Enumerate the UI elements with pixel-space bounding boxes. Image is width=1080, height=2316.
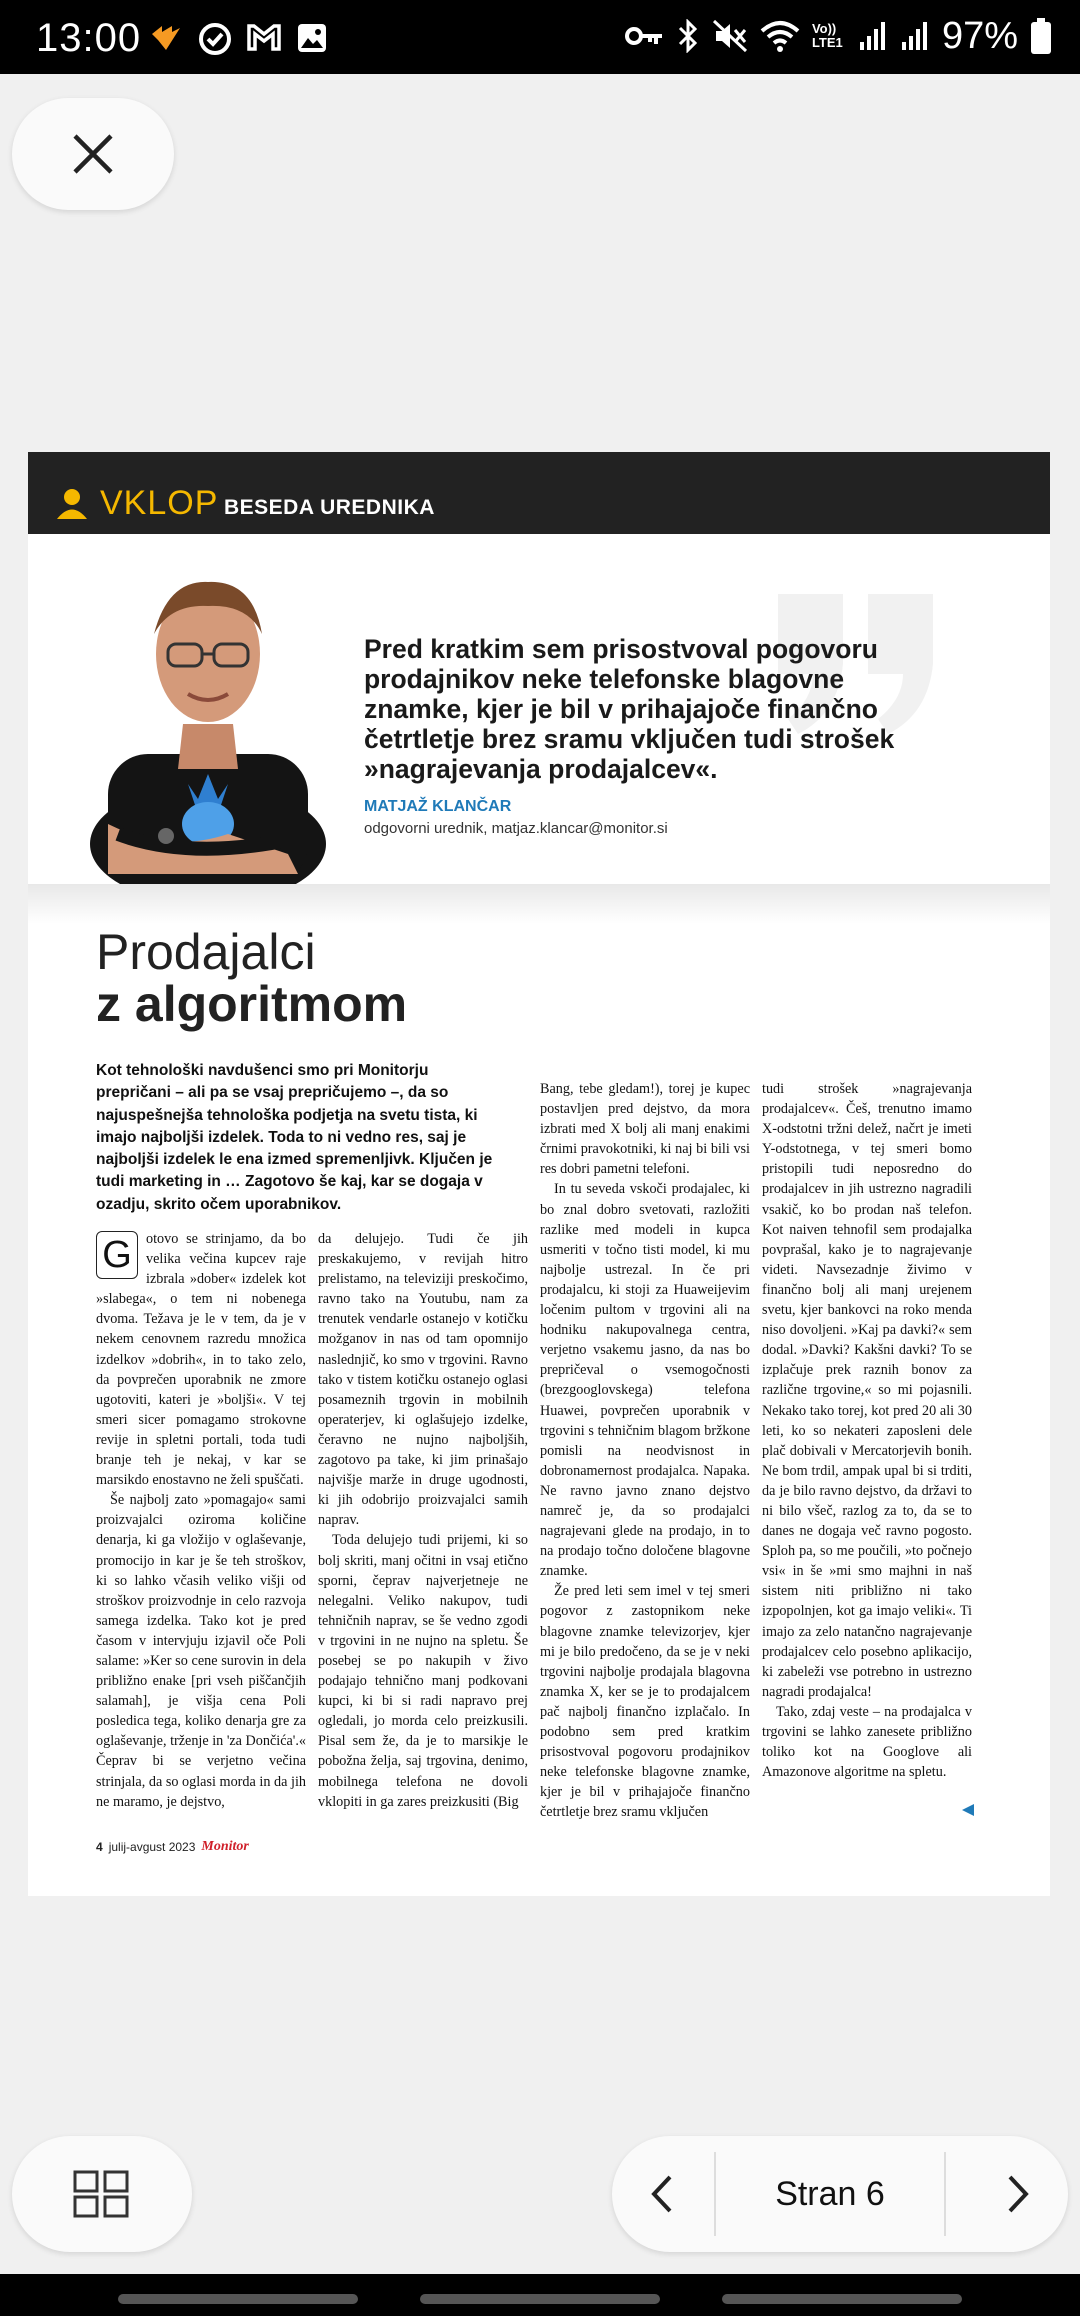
heart-app-icon xyxy=(148,22,184,54)
mute-icon xyxy=(712,19,748,53)
page-navigator xyxy=(612,2136,1068,2252)
section-header xyxy=(28,452,1050,534)
article-title-line2: z algoritmom xyxy=(96,976,408,1032)
paragraph: otovo se strinjamo, da bo velika večina kupcev raje izbrala »dober« izdelek kot »slabega«, o tem ni nobenega dvoma. Težava je le v tem, da je v nekem cenovnem razredu množica izdelkov »dobrih«, in to tako zelo, da povprečen uporabnik ne zmore ugotoviti, kateri je »boljši«. V tej smeri sicer pomagamo strokovne revije in spletni portali, toda tudi branje teh je nekaj, v kar se marsikdo enostavno ne želi spuščati. xyxy=(96,1231,306,1489)
article-column-3 xyxy=(540,1079,750,1822)
article-lead: Kot tehnološki navdušenci smo pri Monitorju prepričani – ali pa se vsaj prepričujemo –, da so najuspešnejša tehnološka podjetja na svetu tista, ki imajo najboljši izdelek. Toda to ni vedno res, saj je najboljši izdelek le ena izmed spremenljivk. Ključen je tudi marketing in … Zagotovo še kaj, kar se dogaja v ozadju, skrito očem uporabnikov. xyxy=(96,1062,493,1213)
author-role: odgovorni urednik, matjaz.klancar@monitor.si xyxy=(364,820,668,837)
chevron-right-icon xyxy=(1006,2174,1030,2214)
footer-page-number: 4 xyxy=(96,1840,103,1854)
nav-back-handle[interactable] xyxy=(722,2294,962,2304)
gallery-icon xyxy=(296,22,328,54)
paragraph: Tako, zdaj veste – na prodajalca v trgovini se lahko zanesete približno toliko kot na Googlove ali Amazonove algoritme na spletu. xyxy=(762,1703,972,1781)
paragraph: da delujejo. Tudi če jih preskakujemo, v revijah hitro prelistamo, na televiziji preskočimo, ravno tako na Youtubu, nam za trenutek vendarle ostanejo v kotičku možganov in nas od tam opomnijo naslednjič, ko smo v trgovini. Ravno tako v tistem kotičku ostanejo oglasi posameznih trgovin in mobilnih operaterjev, ki oglašujejo izdelke, čeravno ne nujno najboljših, zagotovo pa take, ki jim prinašajo najvišje marže in druge ugodnosti, ki jih odobrijo proizvajalci samih naprav. xyxy=(318,1231,528,1529)
key-icon xyxy=(624,22,664,50)
subsection-title: BESEDA UREDNIKA xyxy=(224,496,435,519)
page-indicator[interactable]: Stran 6 xyxy=(775,2175,885,2213)
article-column-4 xyxy=(762,1079,972,1782)
status-time: 13:00 xyxy=(36,16,142,60)
battery-percent: 97% xyxy=(941,15,1018,57)
divider xyxy=(28,884,1050,924)
author-name: MATJAŽ KLANČAR xyxy=(364,798,512,815)
sync-icon xyxy=(198,22,232,56)
article-title-line1: Prodajalci xyxy=(96,924,316,980)
status-bar xyxy=(0,0,1080,74)
notification-icons xyxy=(148,22,328,56)
paragraph: Že pred leti sem imel v tej smeri pogovor z zastopnikom neke blagovne znamke televizorjev, kjer mi je bilo predočeno, da se je v neki trgovini najbolje prodajala blagovna znamka X, ker se je to prodajalcem pač najbolj finančno izplačalo. In podobno sem pred kratkim prisostvoval pogovoru prodajnikov neke telefonske blagovne znamke, kjer je bil v prihajajoče finančno četrtletje brez sramu vključen xyxy=(540,1583,750,1821)
previous-page-button[interactable] xyxy=(612,2136,712,2252)
nav-recents-handle[interactable] xyxy=(118,2294,358,2304)
paragraph: Še najbolj zato »pomagajo« sami proizvajalci oziroma količine denarja, ki ga vložijo v oglaševanje, promocijo in kar je še teh stroškov, ki so lahko včasih veliko višji od stroškov proizvodnje in celo razvoja samega izdelka. Tako kot je pred časom v intervjuju izjavil oče Poli salame: »Ker so cene surovin in dela približno enake [pri vseh piščančjih salamah], je višja cena Poli posledica tega, koliko denarja gre za oglaševanje, trženje in 'za Dončića'.« Čeprav bi se verjetno večina strinjala, da so oglasi morda in da jih ne maramo, je dejstvo, xyxy=(96,1492,306,1810)
network-label: Vo)) LTE1 xyxy=(811,21,843,50)
thumbnails-button[interactable] xyxy=(12,2136,192,2252)
gmail-icon xyxy=(246,22,282,52)
footer-date: julij-avgust 2023 xyxy=(108,1840,196,1854)
paragraph: Bang, tebe gledam!), torej je kupec postavljen pred dejstvo, da mora izbrati med X bolj ali manj enakimi črnimi pravokotniki, ki naj bi bili vsi res dobri pametni telefoni. xyxy=(540,1081,750,1178)
signal-icon xyxy=(858,20,888,52)
divider xyxy=(944,2152,946,2236)
paragraph: Toda delujejo tudi prijemi, ki so bolj skriti, manj očitni in vsaj etično sporni, čeprav najverjetneje ne nelegalni. Veliko nakupov, tudi tehničnih naprav, se še vedno zgodi v trgovini in ne nujno na spletu. Še posebej se po nakupih v živo podajajo tehnično manj podkovani kupci, ki bi si radi napravo prej ogledali, jo morda celo preizkusili. Pisal sem že, da je to marsikje le pobožna želja, saj trgovina, denimo, mobilnega telefona ne dovoli vklopiti in ga zares preizkusiti (Big xyxy=(318,1532,528,1810)
grid-icon xyxy=(73,2170,131,2218)
bluetooth-icon xyxy=(676,19,700,53)
magazine-page[interactable] xyxy=(28,452,1050,1896)
article-column-1 xyxy=(96,1229,306,1812)
editor-portrait xyxy=(88,554,328,884)
paragraph: tudi strošek »nagrajevanja prodajalcev«. Češ, trenutno imamo X-odstotni tržni delež, načrt je imeti Y-odstotnega, v tej smeri bomo pristopili tudi neposredno do prodajalcev in jih ustrezno nagradili vsakič, ko bo prodan naš telefon. Kot naiven tehnofil sem prodajalka povprašal, kako je to nagrajevanje videti. Navsezadnje živimo v finančno bolj ali manj urejenem svetu, kjer bankovci na roko menda niso dovoljeni. »Kaj pa davki?« sem dodal. »Davki? Kakšni davki? To se izplačuje prek raznih bonov za različne trgovine,« so mi pojasnili. Nekako tako torej, kot pred 20 ali 30 leti, ko so nekateri zaposleni dele plač dobivali v Mercatorjevih bonih. Ne bom trdil, ampak upal bi si trditi, da je bilo ravno dejstvo, da državi to ni bilo všeč, razlog za to, da se to danes ne dogaja več ravno pogosto. Sploh pa, so me poučili, »to počnejo vsi« in še »mi smo majhni in naš sistem niti približno ni tako izpopolnjen, kot ga imajo veliki«. Ti imajo za zelo natančno nagrajevanje prodajalcev celo posebno aplikacijo, ki zabeleži vse potrebno in ustrezno nagradi prodajalca! xyxy=(762,1081,972,1700)
nav-home-handle[interactable] xyxy=(420,2294,660,2304)
paragraph: In tu seveda vskoči prodajalec, ki bo znal dobro svetovati, razložiti razlike med modeli in kupca usmeriti v točno tisti model, ki mu najbolje ustrezal. In če pri prodajalcu, ki stoji za Huaweijevim ločenim pultom v trgovini ali na hodniku nakupovalnega centra, verjetno vsakemu jasno, da nas bo prepričeval o vsemogočnosti (brezgooglovskega) telefona Huawei, povprečen uporabnik v trgovini s tehničnim blagom bržkone pomisli na neodvisnost in dobronamernost prodajalca. Napaka. Ne ravno javno znano dejstvo namreč je, da so prodajalci nagrajevani glede na prodajo, in to na prodajo točno določene blagovne znamke. xyxy=(540,1181,750,1580)
close-button[interactable] xyxy=(12,98,174,210)
wifi-icon xyxy=(760,19,800,53)
editor-panel xyxy=(28,534,1050,884)
page-footer xyxy=(96,1839,249,1855)
system-navigation-bar xyxy=(0,2274,1080,2316)
battery-icon xyxy=(1030,18,1052,54)
dropcap: G xyxy=(96,1231,138,1279)
next-page-button[interactable] xyxy=(968,2136,1068,2252)
system-icons xyxy=(624,16,1052,56)
pull-quote: Pred kratkim sem prisostvoval pogovoru prodajnikov neke telefonske blagovne znamke, kjer je bil v prihajajoče finančno četrtletje brez sramu vključen tudi strošek »nagrajevanja prodajalcev«. xyxy=(364,634,895,784)
article-column-2 xyxy=(318,1229,528,1812)
person-icon xyxy=(56,488,88,520)
chevron-left-icon xyxy=(650,2174,674,2214)
section-title: VKLOP xyxy=(100,484,219,522)
footer-magazine: Monitor xyxy=(201,1839,249,1854)
signal-icon xyxy=(900,20,930,52)
close-icon xyxy=(71,132,115,176)
article-title xyxy=(96,926,407,1030)
end-mark-icon xyxy=(962,1804,974,1816)
